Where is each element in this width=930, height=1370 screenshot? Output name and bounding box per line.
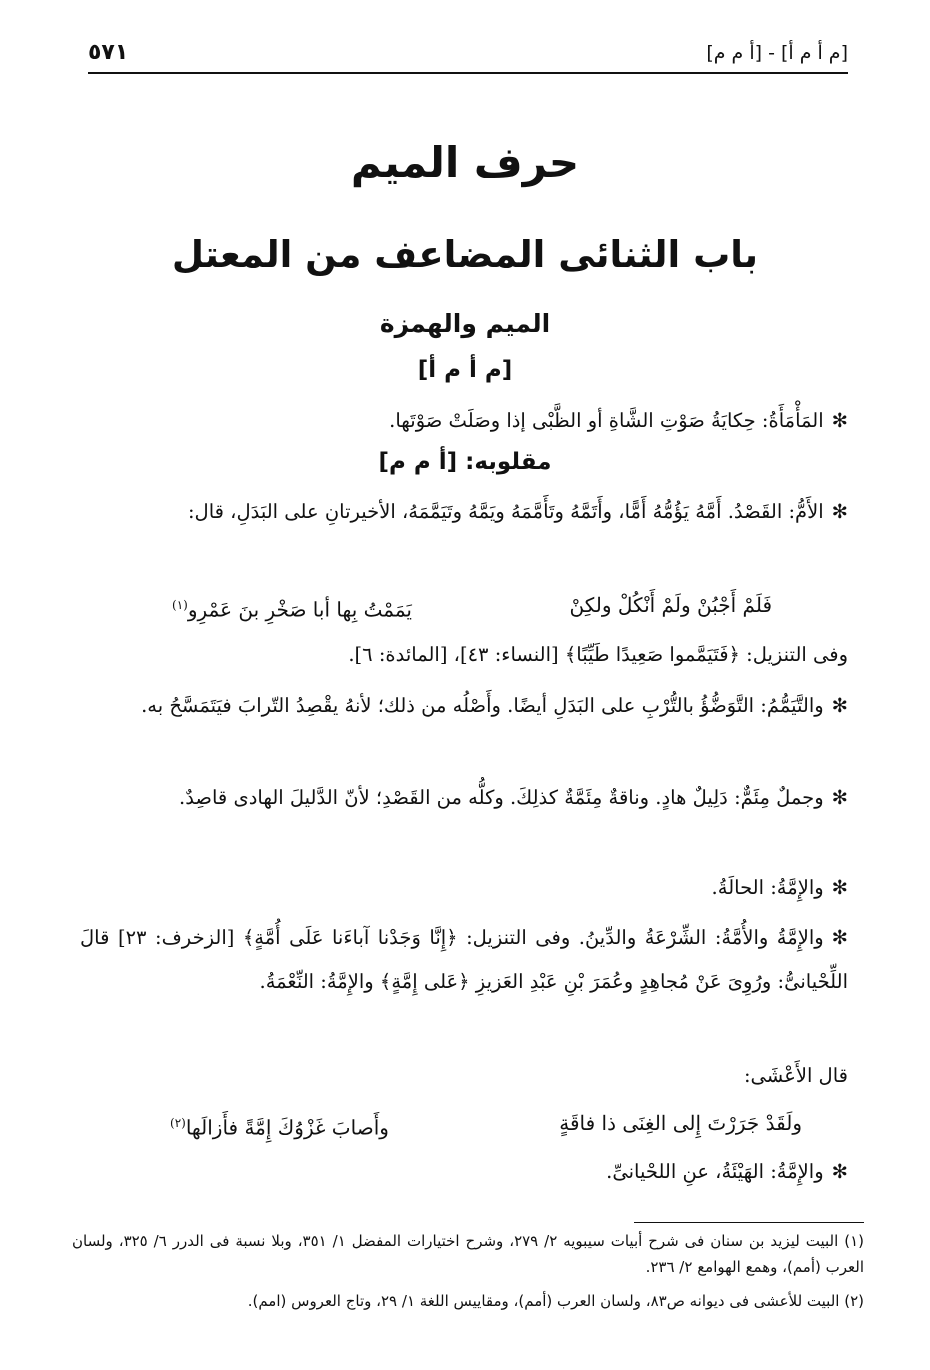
entry-text: والتَّيَمُّمُ: التَّوَضُّؤُ بالتُّرْبِ على البَدَلِ أيضًا. وأَصْلُه من ذلك؛ لأنهُ يقْصِدُ التّرابَ فيَتَمَسَّحُ به. (141, 694, 824, 717)
header-root-range: [م أ م أ] - [أ م م] (706, 42, 848, 64)
section-title: الميم والهمزة (379, 309, 551, 338)
footnote-marker: (٢) (170, 1116, 186, 1130)
inverse-root-heading: مقلوبه: [أ م م] (378, 449, 552, 475)
verse-2-first-hemistich: ولَقَدْ جَرَرْتَ إِلى الغِنَى ذا فاقَةٍ (559, 1111, 802, 1135)
entry-text: الأَمُّ: القَصْدُ. أَمَّهُ يَؤُمُّهُ أَمًّا، وأَتَمَّهُ وتَأَمَّمَهُ ويَمَّهُ وتَيَمَّمَهُ، الأخيرتانِ على البَدَلِ، قال: (187, 500, 824, 523)
footnote-marker: (١) (172, 598, 188, 612)
entry-text: قال الأَعْشَى: (743, 1064, 848, 1087)
entry-paragraph (80, 490, 848, 534)
asterisk-icon: ✻ (831, 1160, 848, 1183)
verse-2-second-hemistich (170, 1108, 389, 1143)
letter-title: حرف الميم (350, 138, 580, 187)
footnote-1: (١) البيت ليزيد بن سنان فى شرح أبيات سيبويه ٢/ ٢٧٩، وشرح اختيارات المفضل ١/ ٣٥١، وبلا نسبة فى الدرر ٦/ ٣٢٥، ولسان العرب (أمم)، وهمع الهوامع ٢/ ٢٣٦. (72, 1232, 864, 1276)
entry-paragraph (80, 684, 848, 728)
entry-paragraph (80, 1054, 848, 1098)
asterisk-icon: ✻ (831, 500, 848, 523)
verse-2-second-text: وأَصابَ غَزْوُكَ إِمَّةً فأَزالَها (185, 1115, 389, 1140)
entry-text: والإِمَّةُ والأُمَّةُ: الشِّرْعَةُ والدِّينُ. وفى التنزيل: ﴿إِنَّا وَجَدْنا آباءَنا عَلَى أُمَّةٍ﴾ [الزخرف: ٢٣] قالَ اللِّحْيانىُّ: ورُوِىَ عَنْ مُجاهِدٍ وعُمَرَ بْنِ عَبْدِ العَزيزِ ﴿عَلى إِمَّةٍ﴾ والإِمَّةُ: النِّعْمَةُ. (80, 926, 848, 993)
entry-paragraph (80, 866, 848, 910)
chapter-title: باب الثنائى المضاعف من المعتل (171, 233, 759, 276)
running-header (88, 38, 848, 74)
root-heading: [م أ م أ] (417, 357, 513, 383)
footnote-2: (٢) البيت للأعشى فى ديوانه ص٨٣، ولسان العرب (أمم)، ومقاييس اللغة ١/ ٢٩، وتاج العروس (امم). (247, 1292, 864, 1310)
verse-1-second-text: يَمَمْتُ بِها أبا صَخْرِ بنَ عَمْرِو (187, 597, 412, 622)
entry-paragraph (80, 1150, 848, 1194)
verse-1-first-hemistich: فَلَمْ أَجْبُنْ ولَمْ أَنْكُلْ ولكِنْ (569, 593, 772, 617)
entry-paragraph (80, 776, 848, 820)
verse-1-second-hemistich (172, 590, 412, 625)
entry-paragraph (80, 916, 848, 1004)
asterisk-icon: ✻ (831, 786, 848, 809)
entry-text: والإِمَّةُ: الحالَةُ. (711, 876, 824, 899)
footnote-separator (634, 1222, 864, 1223)
entry-paragraph (80, 633, 848, 677)
entry-text: والإِمَّةُ: الهَيْئَةُ، عنِ اللحْيانىِّ. (606, 1160, 824, 1183)
entry-text: المَأْمَأَةُ: حِكايَةُ صَوْتِ الشَّاةِ أو الظَّبْى إذا وصَلَتْ صَوْتَها. (389, 409, 824, 432)
asterisk-icon: ✻ (831, 876, 848, 899)
asterisk-icon: ✻ (831, 409, 848, 432)
asterisk-icon: ✻ (831, 926, 848, 949)
asterisk-icon: ✻ (831, 694, 848, 717)
entry-text: وفى التنزيل: ﴿فَتَيَمَّموا صَعِيدًا طَيِّبًا﴾ [النساء: ٤٣]، [المائدة: ٦]. (348, 643, 848, 666)
entry-paragraph (80, 399, 848, 443)
entry-text: وجملٌ مِئَمٌّ: دَلِيلٌ هادٍ. وناقةٌ مِئَمَّةٌ كذلِكَ. وكلُّه من القَصْدِ؛ لأنّ الدَّليلَ الهادى قاصِدٌ. (179, 786, 824, 809)
page-number: ٥٧١ (88, 40, 129, 65)
